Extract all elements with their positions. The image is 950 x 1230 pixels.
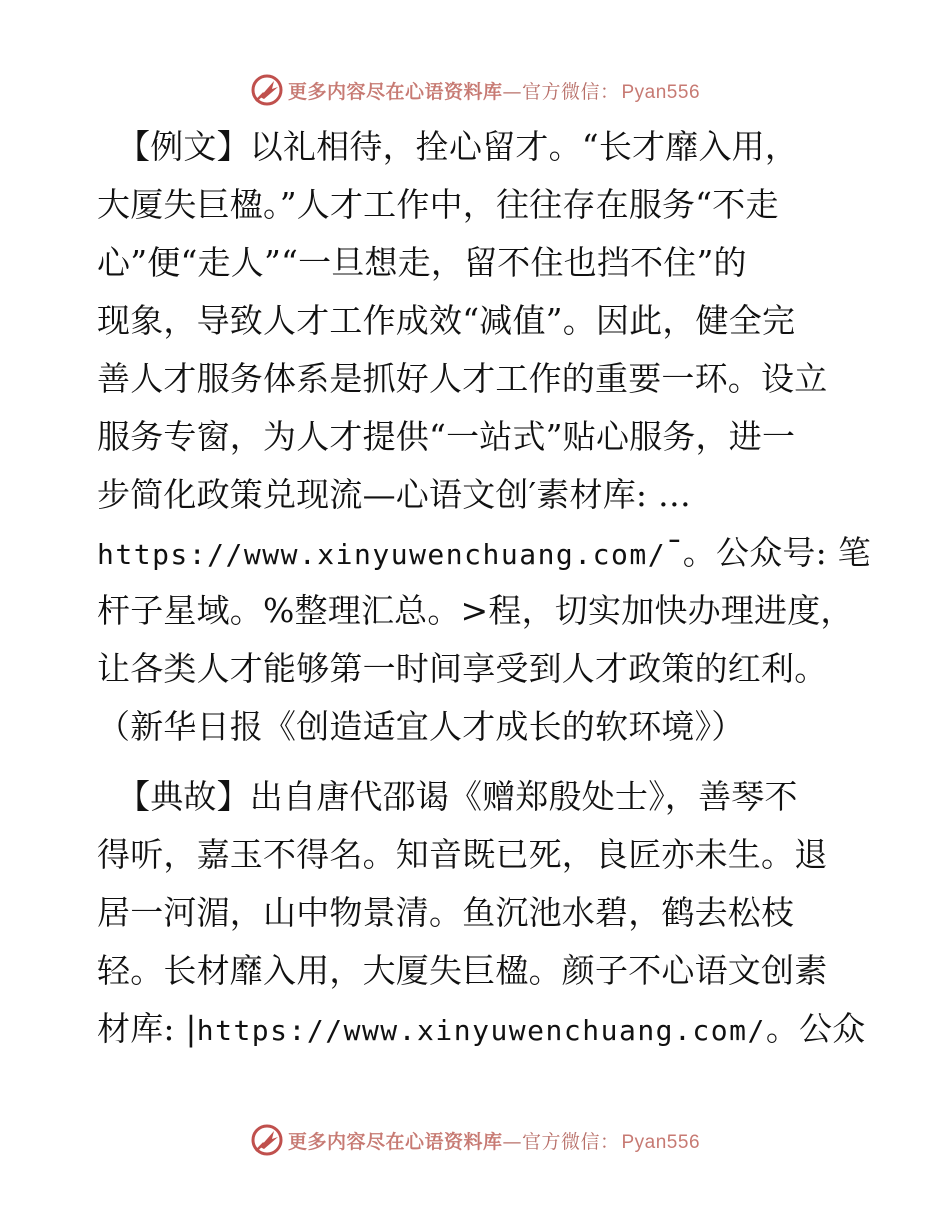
text-line: 【例文】以礼相待，拴心留才。“长才靡入用， <box>117 127 799 166</box>
text-line-with-url <box>97 1000 866 1058</box>
text-line: 心”便“走人”“一旦想走，留不住也挡不住”的 <box>97 243 747 282</box>
footer-watermark <box>0 1120 950 1160</box>
text-line: 轻。长材靡入用，大厦失巨楹。颜子不心语文创素 <box>97 951 828 990</box>
url-link[interactable]: https://www.xinyuwenchuang.com/ <box>97 538 667 571</box>
watermark-site: 更多内容尽在心语资料库 <box>287 80 503 103</box>
text-line: 现象，导致人才工作成效“减值”。因此，健全完 <box>97 301 796 340</box>
watermark-contact: —官方微信： <box>502 1130 620 1153</box>
watermark-text <box>288 1127 700 1154</box>
watermark-wechat-id: Pyan556 <box>621 1131 701 1153</box>
paragraph-allusion <box>97 768 866 1058</box>
paragraph-example <box>97 118 871 756</box>
text-fragment: 。公众 <box>765 1009 866 1048</box>
text-line: 居一河湄，山中物景清。鱼沉池水碧，鹤去松枝 <box>97 893 795 932</box>
text-line-with-url <box>97 524 871 582</box>
text-line: 大厦失巨楹。”人才工作中，往往存在服务“不走 <box>97 185 779 224</box>
text-fragment: 材库: | <box>97 1009 197 1048</box>
text-line: 杆子星域。%整理汇总。>程，切实加快办理进度， <box>97 591 854 630</box>
document-body <box>97 118 871 1058</box>
source-citation: （新华日报《创造适宜人才成长的软环境》） <box>97 707 745 746</box>
text-line: 让各类人才能够第一时间享受到人才政策的红利。 <box>97 649 828 688</box>
watermark-text <box>288 77 700 104</box>
watermark-site: 更多内容尽在心语资料库 <box>287 1130 503 1153</box>
text-line: 得听，嘉玉不得名。知音既已死，良匠亦未生。退 <box>97 835 828 874</box>
feather-logo-icon <box>250 73 284 107</box>
header-watermark <box>0 70 950 110</box>
text-line: 【典故】出自唐代邵谒《赠郑殷处士》，善琴不 <box>117 777 798 816</box>
text-line: 步简化政策兑现流—心语文创′素材库: … <box>97 475 692 514</box>
watermark-contact: —官方微信： <box>502 80 620 103</box>
paragraph-spacer <box>97 756 853 768</box>
feather-logo-icon <box>250 1123 284 1157</box>
url-link[interactable]: https://www.xinyuwenchuang.com/ <box>196 1014 766 1047</box>
text-fragment: ¯。公众号: 笔 <box>666 533 871 572</box>
text-line: 服务专窗，为人才提供“一站式”贴心服务，进一 <box>97 417 796 456</box>
text-line: 善人才服务体系是抓好人才工作的重要一环。设立 <box>97 359 828 398</box>
watermark-wechat-id: Pyan556 <box>621 81 701 103</box>
